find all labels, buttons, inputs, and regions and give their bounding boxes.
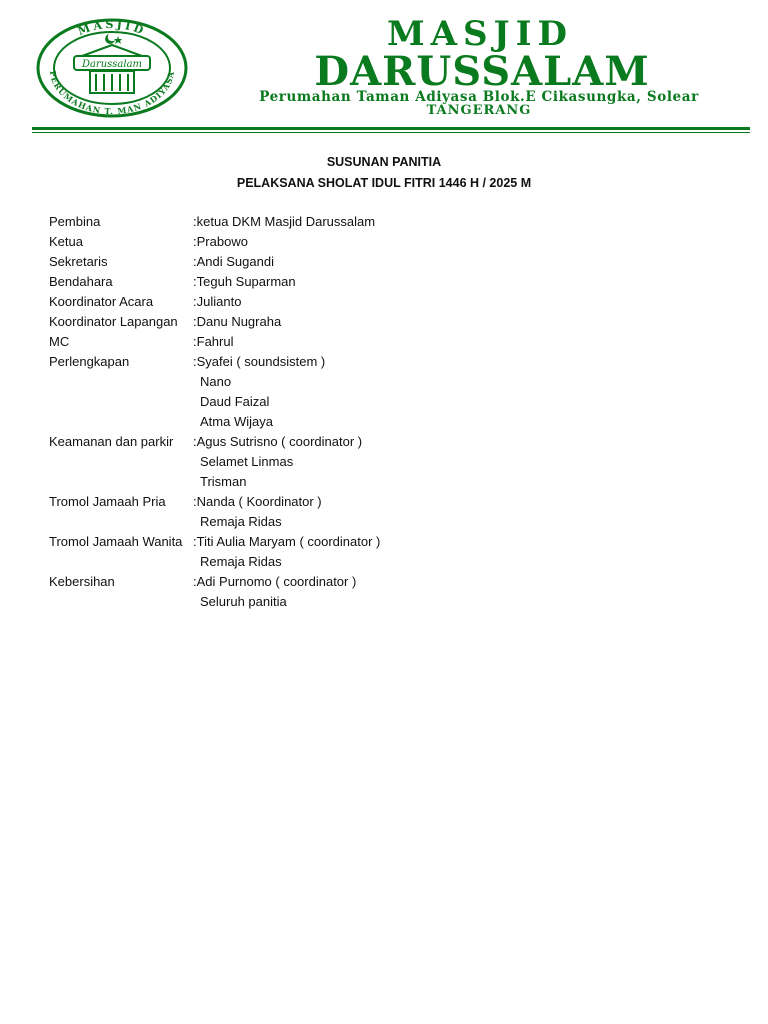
- roster-member: Daud Faizal: [200, 394, 270, 409]
- roster-member: Danu Nugraha: [196, 314, 282, 329]
- svg-text:MASJID: [76, 18, 148, 38]
- roster-member: Remaja Ridas: [200, 554, 282, 569]
- roster-row: [49, 432, 729, 452]
- roster-member: ketua DKM Masjid Darussalam: [196, 214, 376, 229]
- roster-member: Agus Sutrisno ( coordinator ): [196, 434, 363, 449]
- roster-role-spacer: [49, 412, 193, 432]
- roster-role-spacer: [49, 452, 193, 472]
- roster-row: [49, 492, 729, 512]
- roster-member: Remaja Ridas: [200, 514, 282, 529]
- roster-row: [49, 592, 729, 612]
- roster-member: Adi Purnomo ( coordinator ): [196, 574, 357, 589]
- roster-row: [49, 472, 729, 492]
- roster-member: Seluruh panitia: [200, 594, 287, 609]
- roster-member: Atma Wijaya: [200, 414, 273, 429]
- roster-separator: :: [193, 314, 197, 329]
- roster-member: Syafei ( soundsistem ): [196, 354, 326, 369]
- roster-row: [49, 272, 729, 292]
- roster-row: [49, 532, 729, 552]
- roster-role-label: Kebersihan: [49, 574, 115, 589]
- roster-member: Fahrul: [196, 334, 234, 349]
- document-subtitle: PELAKSANA SHOLAT IDUL FITRI 1446 H / 2025 M: [236, 176, 532, 190]
- roster-separator: :: [193, 234, 197, 249]
- roster-role-label: Koordinator Acara: [49, 294, 154, 309]
- roster-row: [49, 212, 729, 232]
- roster-role-spacer: [49, 592, 193, 612]
- roster-row: [49, 372, 729, 392]
- roster-role-label: Bendahara: [49, 274, 113, 289]
- roster-role-spacer: [49, 472, 193, 492]
- roster-row: [49, 332, 729, 352]
- roster-role-spacer: [49, 552, 193, 572]
- logo-center-text: Darussalam: [81, 59, 143, 70]
- logo-ring-top: MASJID: [76, 18, 148, 39]
- header-divider-thick: [32, 127, 750, 130]
- roster-row: [49, 292, 729, 312]
- logo-ring-bottom: PERUMAHAN T. MAN ADIYASA: [47, 70, 177, 117]
- roster-separator: :: [193, 354, 197, 369]
- roster-row: [49, 452, 729, 472]
- roster-member: Prabowo: [196, 234, 248, 249]
- roster-role-label: MC: [49, 334, 70, 349]
- roster-role-spacer: [49, 372, 193, 392]
- roster-member: Andi Sugandi: [196, 254, 274, 269]
- address-line2: TANGERANG: [426, 103, 532, 118]
- roster-separator: :: [193, 334, 197, 349]
- roster-role-label: Perlengkapan: [49, 354, 130, 369]
- roster-row: [49, 552, 729, 572]
- document-title: SUSUNAN PANITIA: [326, 155, 442, 169]
- roster-member: Selamet Linmas: [200, 454, 294, 469]
- roster-row: [49, 572, 729, 592]
- roster-row: [49, 512, 729, 532]
- committee-roster: [49, 212, 729, 612]
- roster-row: [49, 312, 729, 332]
- roster-separator: :: [193, 294, 197, 309]
- address-line1: Perumahan Taman Adiyasa Blok.E Cikasungka, Solear: [259, 89, 699, 105]
- roster-separator: :: [193, 494, 197, 509]
- roster-separator: :: [193, 274, 197, 289]
- masjid-name-line2: DARUSSALAM: [314, 48, 650, 95]
- header-divider-thin: [32, 132, 750, 133]
- roster-separator: :: [193, 534, 197, 549]
- roster-member: Teguh Suparman: [196, 274, 296, 289]
- roster-member: Nano: [200, 374, 232, 389]
- roster-separator: :: [193, 574, 197, 589]
- roster-role-spacer: [49, 392, 193, 412]
- roster-role-label: Tromol Jamaah Wanita: [49, 534, 183, 549]
- roster-member: Titi Aulia Maryam ( coordinator ): [196, 534, 381, 549]
- roster-role-spacer: [49, 512, 193, 532]
- roster-member: Nanda ( Koordinator ): [196, 494, 322, 509]
- roster-role-label: Tromol Jamaah Pria: [49, 494, 166, 509]
- roster-member: Trisman: [200, 474, 247, 489]
- roster-separator: :: [193, 214, 197, 229]
- roster-role-label: Pembina: [49, 214, 101, 229]
- roster-row: [49, 252, 729, 272]
- roster-row: [49, 392, 729, 412]
- roster-separator: :: [193, 434, 197, 449]
- masjid-name-line1: MASJID: [386, 14, 574, 54]
- roster-role-label: Keamanan dan parkir: [49, 434, 174, 449]
- roster-separator: :: [193, 254, 197, 269]
- roster-member: Julianto: [196, 294, 242, 309]
- roster-role-label: Sekretaris: [49, 254, 108, 269]
- roster-row: [49, 352, 729, 372]
- masjid-logo-icon: [36, 18, 188, 118]
- roster-role-label: Ketua: [49, 234, 83, 249]
- roster-row: [49, 232, 729, 252]
- roster-role-label: Koordinator Lapangan: [49, 314, 178, 329]
- roster-row: [49, 412, 729, 432]
